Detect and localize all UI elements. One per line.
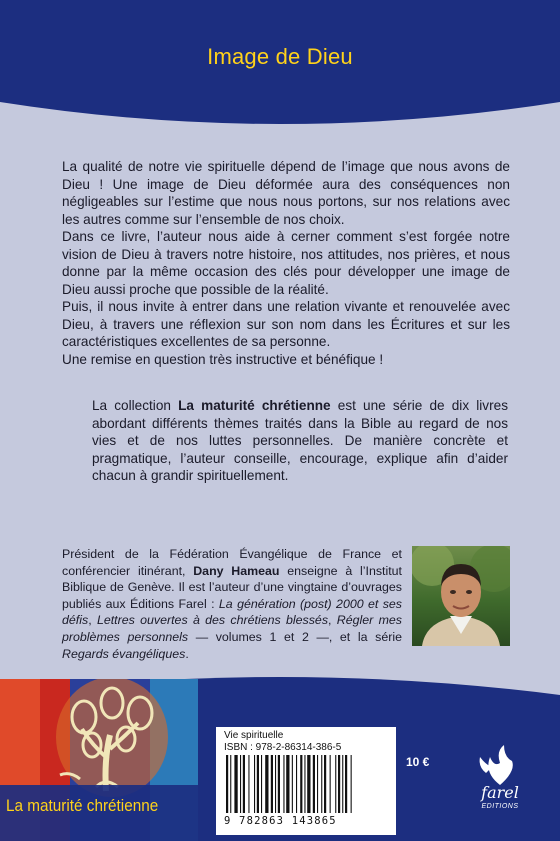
header-banner bbox=[0, 0, 560, 140]
barcode-bar bbox=[286, 755, 289, 813]
barcode-bar bbox=[234, 755, 237, 813]
barcode-bar bbox=[338, 755, 340, 813]
publisher-sub: EDITIONS bbox=[481, 803, 519, 810]
footer-band bbox=[0, 675, 560, 841]
barcode-bar bbox=[248, 755, 249, 813]
barcode-bar bbox=[317, 755, 318, 813]
barcode-bar bbox=[292, 755, 293, 813]
barcode-bar bbox=[351, 755, 352, 813]
barcode-bar bbox=[278, 755, 280, 813]
barcode-bar bbox=[321, 755, 322, 813]
price: 10 € bbox=[406, 755, 430, 769]
book-description bbox=[62, 158, 510, 368]
category-label: Vie spirituelle bbox=[224, 730, 284, 741]
description-paragraph: Puis, il nous invite à entrer dans une relation vivante et renouvelée avec Dieu, à travers une réflexion sur son nom dans les Écritures et sur les caractéristiques excellentes de sa personne. bbox=[62, 299, 510, 349]
author-text: . bbox=[185, 646, 189, 661]
barcode-bar bbox=[304, 755, 305, 813]
barcode-bar bbox=[324, 755, 326, 813]
author-text: Président de la Fédération Évangélique de France et conférencier itinérant, bbox=[62, 547, 402, 578]
barcode-bar bbox=[342, 755, 343, 813]
barcode-bar bbox=[313, 755, 315, 813]
barcode-bar bbox=[271, 755, 273, 813]
barcode-bar bbox=[335, 755, 336, 813]
barcode-bar bbox=[243, 755, 245, 813]
flame-icon bbox=[464, 743, 536, 787]
publisher-logo bbox=[464, 743, 536, 829]
barcode-label bbox=[216, 727, 396, 835]
barcode-icon bbox=[224, 755, 390, 813]
barcode-bar bbox=[240, 755, 241, 813]
publisher-name: farel bbox=[481, 783, 519, 802]
barcode-bar bbox=[226, 755, 228, 813]
isbn-label: ISBN : 978-2-86314-386-5 bbox=[224, 742, 342, 753]
barcode-bar bbox=[296, 755, 297, 813]
author-text: — volumes 1 et 2 —, et la série bbox=[188, 629, 402, 644]
barcode-bar bbox=[283, 755, 284, 813]
series-ref: Regards évangéliques bbox=[62, 646, 186, 661]
barcode-bar bbox=[330, 755, 331, 813]
author-photo bbox=[412, 546, 510, 646]
author-text: , bbox=[88, 613, 97, 628]
barcode-bar bbox=[265, 755, 268, 813]
barcode-bar bbox=[230, 755, 231, 813]
author-text: , bbox=[328, 613, 337, 628]
barcode-bar bbox=[345, 755, 347, 813]
author-text: enseigne à l’Institut Biblique de Genève. Il est l’auteur d’une vingtaine d’ouvrages publiés aux Éditions Farel : bbox=[62, 563, 402, 611]
barcode-bar bbox=[307, 755, 310, 813]
description-paragraph: La qualité de notre vie spirituelle dépend de l’image que nous avons de Dieu ! Une image de Dieu déformée aura des conséquences non négligeables sur l’estime que nous nous portons, sur nos relations avec les autres comme sur l’ensemble de nos choix. bbox=[62, 159, 510, 227]
barcode-digits: 9 782863 143865 bbox=[224, 815, 337, 827]
collection-name: La maturité chrétienne bbox=[178, 398, 331, 413]
header-wave bbox=[0, 0, 560, 140]
barcode-bar bbox=[275, 755, 276, 813]
series-artwork bbox=[0, 679, 198, 841]
author-name: Dany Hameau bbox=[193, 563, 280, 578]
collection-text: est une série de dix livres abordant différents thèmes traités dans la Bible au regard de nos vies et de nos luttes personnelles. De manière concrète et pragmatique, l’auteur conseille, encourage, explique afin d’aider chacun à grandir spirituellement. bbox=[92, 398, 508, 484]
book-ref: Lettres ouvertes à des chrétiens blessés bbox=[96, 613, 329, 628]
barcode-bar bbox=[254, 755, 255, 813]
description-paragraph: Dans ce livre, l’auteur nous aide à cerner comment s’est forgée notre vision de Dieu à travers notre histoire, nos attitudes, nos prières, et nous donne par la même occasion des clés pour développer une image de Dieu aussi proche que possible de la réalité. bbox=[62, 229, 510, 297]
barcode-bar bbox=[261, 755, 262, 813]
collection-blurb bbox=[92, 397, 508, 485]
author-bio bbox=[62, 546, 402, 662]
barcode-bar bbox=[300, 755, 302, 813]
series-name: La maturité chrétienne bbox=[6, 796, 159, 815]
book-ref: Régler mes problèmes personnels bbox=[62, 613, 402, 644]
description-paragraph: Une remise en question très instructive et bénéfique ! bbox=[62, 351, 384, 367]
barcode-bar bbox=[257, 755, 259, 813]
book-ref: La génération (post) 2000 et ses défis bbox=[62, 596, 402, 628]
book-title: Image de Dieu bbox=[207, 44, 353, 69]
collection-prefix: La collection bbox=[92, 398, 179, 413]
